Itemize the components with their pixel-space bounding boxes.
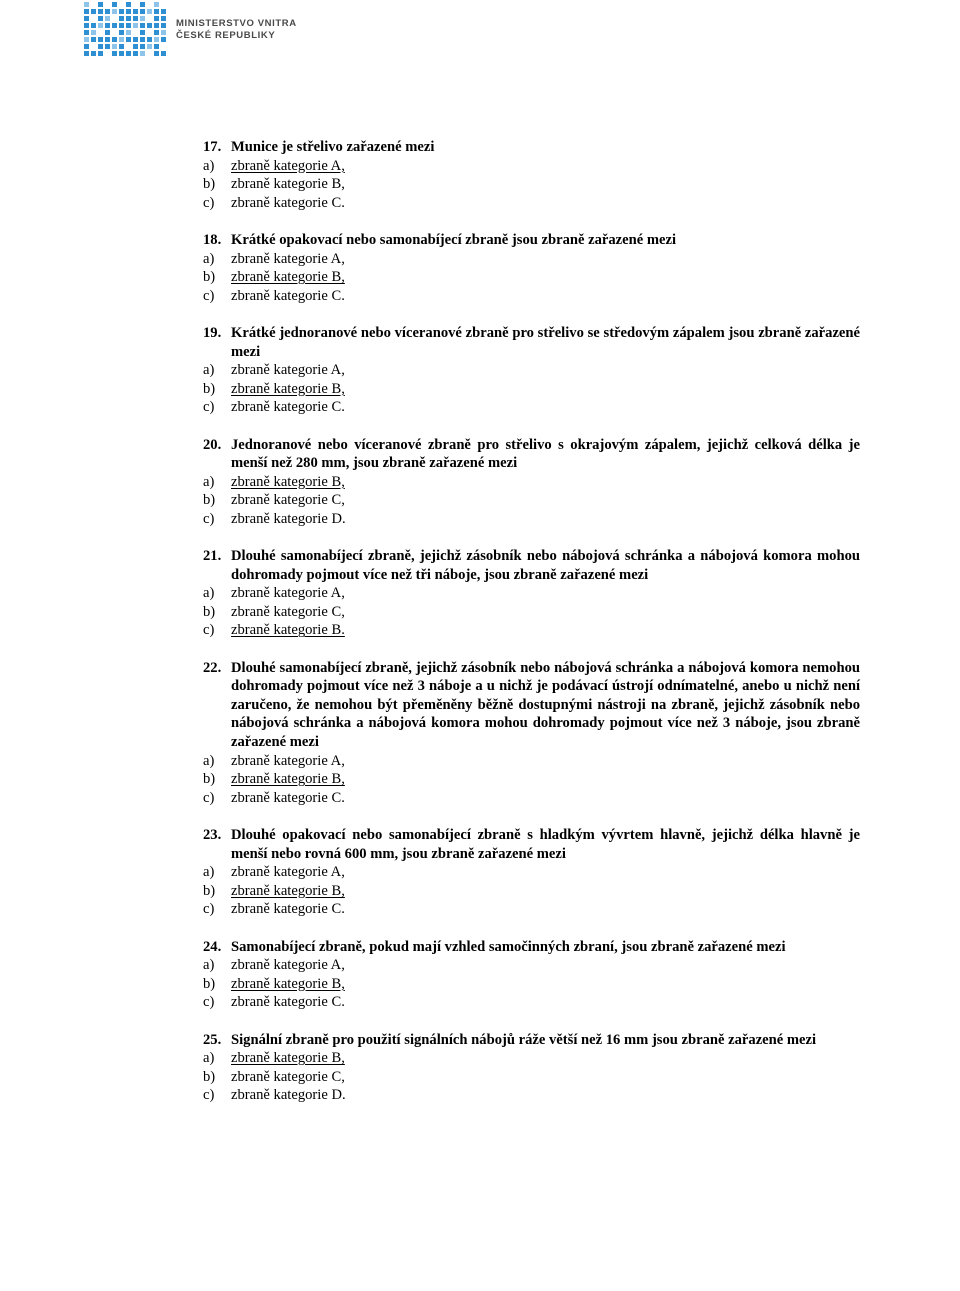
question-number: 25. <box>203 1031 222 1048</box>
answer-option <box>203 473 860 492</box>
answer-option <box>203 157 860 176</box>
answer-text: zbraně kategorie A, <box>231 362 345 379</box>
answer-letter: c) <box>203 901 215 918</box>
answer-option <box>203 770 860 789</box>
answer-letter: c) <box>203 194 215 211</box>
correct-answer-text: zbraně kategorie B, <box>231 269 345 286</box>
answer-option <box>203 510 860 529</box>
question-item <box>203 231 860 305</box>
answer-text: zbraně kategorie C, <box>231 492 345 509</box>
answer-text: zbraně kategorie D. <box>231 510 346 527</box>
answer-letter: b) <box>203 176 216 193</box>
answer-option <box>203 268 860 287</box>
answer-option <box>203 956 860 975</box>
answer-text: zbraně kategorie C, <box>231 1068 345 1085</box>
answer-text: zbraně kategorie A, <box>231 957 345 974</box>
page-header <box>84 2 297 54</box>
answer-letter: a) <box>203 362 215 379</box>
answer-option <box>203 584 860 603</box>
answer-text: zbraně kategorie D. <box>231 1087 346 1104</box>
answer-option <box>203 380 860 399</box>
answer-option <box>203 900 860 919</box>
question-number: 17. <box>203 139 222 155</box>
answer-letter: b) <box>203 975 216 992</box>
answer-text: zbraně kategorie A, <box>231 250 345 267</box>
correct-answer-text: zbraně kategorie B, <box>231 771 345 788</box>
correct-answer-text: zbraně kategorie B, <box>231 473 345 490</box>
correct-answer-text: zbraně kategorie B, <box>231 1050 345 1067</box>
question-title <box>203 324 860 361</box>
answer-text: zbraně kategorie C. <box>231 994 345 1011</box>
correct-answer-text: zbraně kategorie B, <box>231 380 345 397</box>
question-item <box>203 436 860 529</box>
answer-text: zbraně kategorie C. <box>231 901 345 918</box>
question-text: Dlouhé samonabíjecí zbraně, jejichž zásobník nebo nábojová schránka a nábojová komora mohou dohromady pojmout více než tři náboje, jsou zbraně zařazené mezi <box>231 548 860 583</box>
answer-letter: c) <box>203 622 215 639</box>
answer-letter: b) <box>203 882 216 899</box>
answer-text: zbraně kategorie B, <box>231 176 345 193</box>
answer-letter: c) <box>203 789 215 806</box>
answer-option <box>203 789 860 808</box>
question-number: 20. <box>203 436 222 453</box>
correct-answer-text: zbraně kategorie B, <box>231 882 345 899</box>
logo-line-2: ČESKÉ REPUBLIKY <box>176 30 276 41</box>
question-title <box>203 659 860 752</box>
ministry-logo-text <box>176 18 297 42</box>
question-text: Signální zbraně pro použití signálních nábojů ráže větší než 16 mm jsou zbraně zařazené mezi <box>231 1031 817 1048</box>
ministry-logo-icon <box>84 2 166 56</box>
answer-letter: a) <box>203 473 215 490</box>
answer-option <box>203 752 860 771</box>
answer-letter: b) <box>203 269 216 286</box>
question-number: 19. <box>203 324 222 341</box>
correct-answer-text: zbraně kategorie B. <box>231 622 345 639</box>
answer-text: zbraně kategorie C. <box>231 194 345 211</box>
answer-letter: c) <box>203 994 215 1011</box>
answer-text: zbraně kategorie C. <box>231 399 345 416</box>
answer-letter: c) <box>203 510 215 527</box>
answer-letter: a) <box>203 1050 215 1067</box>
answer-option <box>203 975 860 994</box>
question-title <box>203 1031 860 1050</box>
question-number: 23. <box>203 826 222 843</box>
question-text: Samonabíjecí zbraně, pokud mají vzhled samočinných zbraní, jsou zbraně zařazené mezi <box>231 938 786 955</box>
answer-text: zbraně kategorie C. <box>231 789 345 806</box>
answer-option <box>203 194 860 213</box>
answer-letter: b) <box>203 492 216 509</box>
answer-letter: b) <box>203 603 216 620</box>
answer-option <box>203 361 860 380</box>
answer-text: zbraně kategorie C. <box>231 287 345 304</box>
answer-letter: b) <box>203 771 216 788</box>
question-number: 21. <box>203 548 222 565</box>
question-item <box>203 826 860 919</box>
question-number: 22. <box>203 659 222 676</box>
question-item <box>203 938 860 1012</box>
question-number: 18. <box>203 231 222 248</box>
answer-text: zbraně kategorie A, <box>231 864 345 881</box>
question-text: Dlouhé samonabíjecí zbraně, jejichž zásobník nebo nábojová schránka a nábojová komora nemohou dohromady pojmout více než 3 náboje a u nichž je podávací ústrojí odnímatelné, anebo u nichž není zaručeno, že nemohou být přeměněny běžně dostupnými nástroji na zbraně, jejichž zásobník nebo nábojová schránka a nábojová komora mohou dohromady pojmout více než 3 náboje, jsou zbraně zařazené mezi <box>231 659 860 750</box>
logo-line-1: MINISTERSTVO VNITRA <box>176 18 297 29</box>
question-item <box>203 1031 860 1105</box>
answer-option <box>203 1068 860 1087</box>
answer-text: zbraně kategorie A, <box>231 585 345 602</box>
question-item <box>203 138 860 212</box>
question-item <box>203 324 860 417</box>
answer-option <box>203 250 860 269</box>
question-number: 24. <box>203 938 222 955</box>
answer-text: zbraně kategorie C, <box>231 603 345 620</box>
question-title <box>203 826 860 863</box>
question-title <box>203 436 860 473</box>
answer-letter: a) <box>203 585 215 602</box>
answer-option <box>203 398 860 417</box>
answer-option <box>203 287 860 306</box>
answer-option <box>203 1049 860 1068</box>
question-text: Jednoranové nebo víceranové zbraně pro střelivo s okrajovým zápalem, jejichž celková délka je menší než 280 mm, jsou zbraně zařazené mezi <box>231 436 860 472</box>
answer-letter: a) <box>203 250 215 267</box>
answer-letter: b) <box>203 1068 216 1085</box>
answer-text: zbraně kategorie A, <box>231 752 345 769</box>
question-title <box>203 138 860 157</box>
question-title <box>203 547 860 584</box>
answer-letter: a) <box>203 157 215 174</box>
question-title <box>203 231 860 250</box>
answer-letter: c) <box>203 1087 215 1104</box>
answer-letter: a) <box>203 752 215 769</box>
answer-letter: b) <box>203 380 216 397</box>
correct-answer-text: zbraně kategorie A, <box>231 157 345 174</box>
answer-option <box>203 603 860 622</box>
question-text: Krátké jednoranové nebo víceranové zbraně pro střelivo se středovým zápalem jsou zbraně zařazené mezi <box>231 324 860 360</box>
answer-option <box>203 863 860 882</box>
answer-option <box>203 1086 860 1105</box>
correct-answer-text: zbraně kategorie B, <box>231 975 345 992</box>
answer-option <box>203 993 860 1012</box>
answer-letter: a) <box>203 864 215 881</box>
question-list <box>203 138 860 1123</box>
question-item <box>203 547 860 640</box>
answer-letter: c) <box>203 399 215 416</box>
question-text: Dlouhé opakovací nebo samonabíjecí zbraně s hladkým vývrtem hlavně, jejichž délka hlavně je menší nebo rovná 600 mm, jsou zbraně zařazené mezi <box>231 826 860 862</box>
answer-option <box>203 175 860 194</box>
answer-letter: a) <box>203 957 215 974</box>
answer-option <box>203 621 860 640</box>
answer-letter: c) <box>203 287 215 304</box>
question-text: Krátké opakovací nebo samonabíjecí zbraně jsou zbraně zařazené mezi <box>231 231 677 248</box>
question-item <box>203 659 860 808</box>
answer-option <box>203 882 860 901</box>
answer-option <box>203 491 860 510</box>
question-title <box>203 938 860 957</box>
question-text: Munice je střelivo zařazené mezi <box>231 139 435 155</box>
